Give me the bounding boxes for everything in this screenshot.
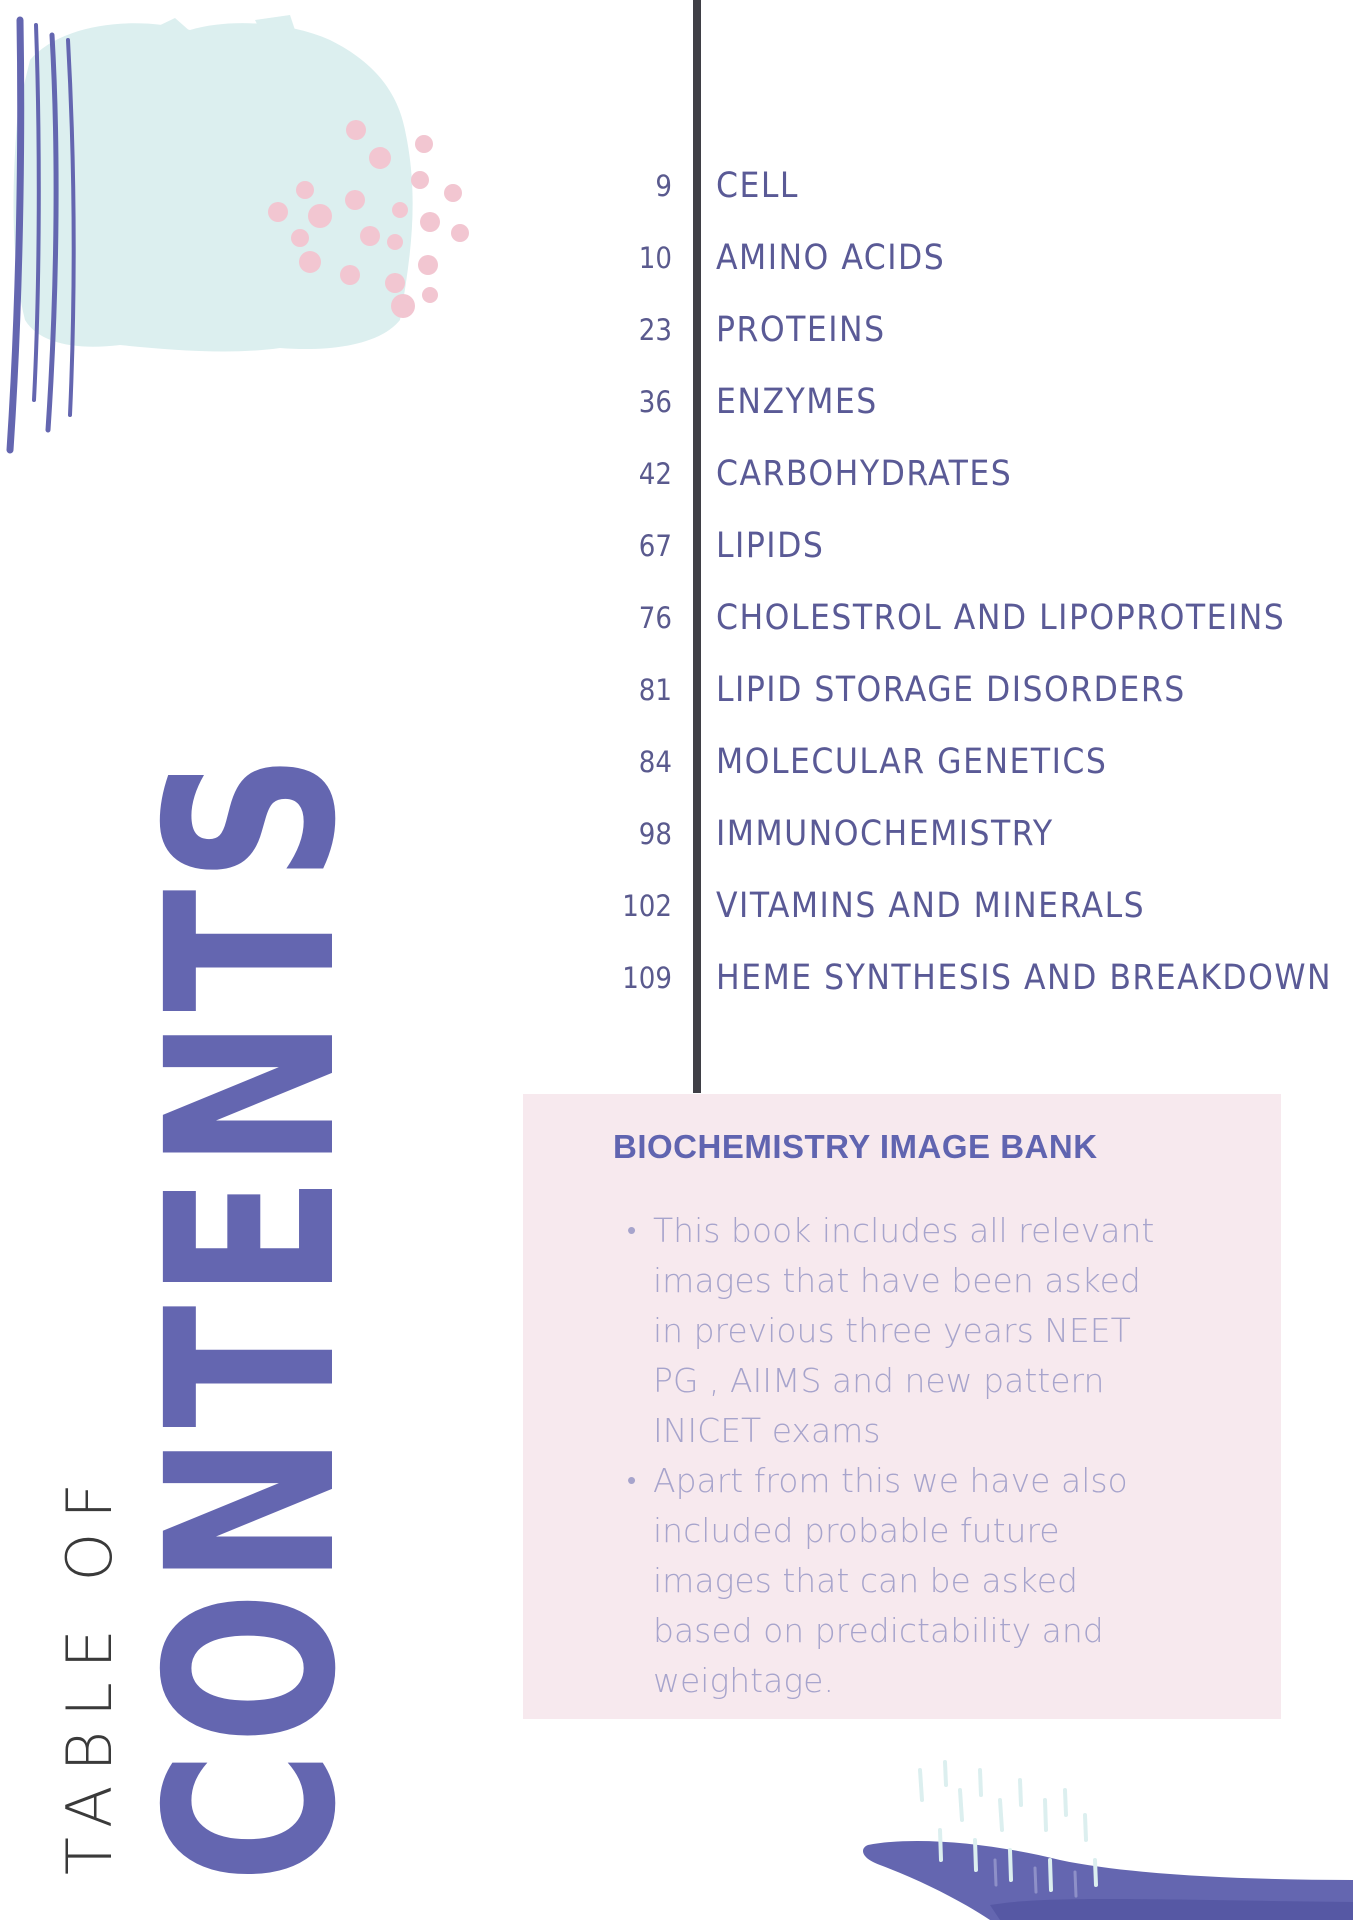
toc-entry[interactable] [600,158,1320,230]
toc-chapter-title: CELL [716,166,799,206]
toc-chapter-title: AMINO ACIDS [716,238,946,278]
toc-page-number: 36 [638,385,672,419]
info-bullet [613,1456,1171,1706]
info-box [523,1094,1281,1719]
toc-chapter-title: IMMUNOCHEMISTRY [716,814,1054,854]
toc-chapter-title: HEME SYNTHESIS AND BREAKDOWN [716,958,1333,998]
toc-entry[interactable] [600,302,1320,374]
title-contents: CONTENTS [117,746,387,1883]
info-bullet-list [573,1206,1171,1706]
title-table-of: TABLE OF [53,1469,126,1875]
toc-list [600,158,1333,1022]
blue-brush-wash [14,15,413,351]
toc-page-number: 10 [638,241,672,275]
toc-chapter-title: CARBOHYDRATES [716,454,1013,494]
toc-page-number: 76 [638,601,672,635]
toc-page-number: 23 [638,313,672,347]
toc-entry[interactable] [600,518,1320,590]
toc-chapter-title: LIPID STORAGE DISORDERS [716,670,1186,710]
toc-entry[interactable] [600,230,1320,302]
toc-page-number: 109 [622,961,672,995]
info-heading: BIOCHEMISTRY IMAGE BANK [613,1128,1098,1165]
toc-page-number: 98 [638,817,672,851]
toc-chapter-title: LIPIDS [716,526,825,566]
bullet-dot-icon: • [627,1466,637,1496]
toc-chapter-title: PROTEINS [716,310,886,350]
toc-entry[interactable] [600,878,1320,950]
toc-page-number: 67 [638,529,672,563]
pink-dots [268,120,469,318]
toc-entry[interactable] [600,950,1333,1022]
toc-entry[interactable] [600,806,1320,878]
toc-page-number: 81 [638,673,672,707]
toc-chapter-title: VITAMINS AND MINERALS [716,886,1146,926]
toc-entry[interactable] [600,734,1320,806]
purple-strokes-top [10,20,74,450]
info-bullet-text: This book includes all relevant images that have been asked in previous three years NEET PG , AIIMS and new pattern INICET exams [653,1211,1155,1450]
purple-brush-bottom [863,1762,1353,1920]
toc-entry[interactable] [600,590,1320,662]
toc-chapter-title: CHOLESTROL AND LIPOPROTEINS [716,598,1286,638]
toc-page-number: 42 [638,457,672,491]
toc-chapter-title: MOLECULAR GENETICS [716,742,1108,782]
bullet-dot-icon: • [627,1216,637,1246]
toc-entry[interactable] [600,446,1320,518]
toc-page-number: 84 [638,745,672,779]
toc-page-number: 9 [655,169,672,203]
info-bullet-text: Apart from this we have also included probable future images that can be asked based on predictability and weightage. [653,1461,1128,1700]
toc-entry[interactable] [600,662,1320,734]
toc-entry[interactable] [600,374,1320,446]
toc-page-number: 102 [622,889,672,923]
toc-chapter-title: ENZYMES [716,382,878,422]
info-bullet [613,1206,1171,1456]
